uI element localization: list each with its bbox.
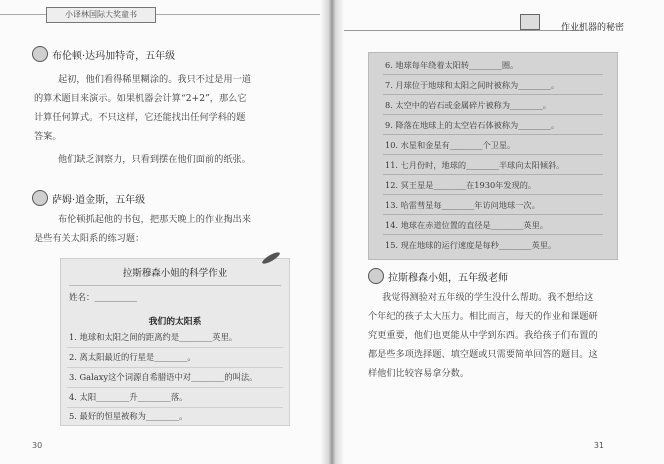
divider	[383, 94, 603, 95]
question: 10. 水星和金星有________个卫星。	[385, 140, 516, 150]
speaker-heading	[368, 268, 508, 284]
series-title: 小译林国际大奖童书	[46, 7, 156, 23]
header-rule	[334, 30, 584, 31]
speaker-heading	[32, 190, 145, 206]
question: 2. 离太阳最近的行星是________。	[69, 352, 196, 362]
divider	[383, 234, 603, 235]
avatar-icon	[32, 46, 48, 62]
question: 3. Galaxy这个词源自希腊语中对________的叫法。	[69, 372, 258, 382]
worksheet-subtitle: 我们的太阳系	[148, 317, 202, 327]
text-line: 我觉得测验对五年级的学生没什么帮助。我不想给这	[382, 292, 594, 303]
speaker-name: 萨姆·道金斯，五年级	[52, 194, 146, 206]
divider	[383, 174, 603, 175]
divider	[383, 194, 603, 195]
text-line: 都是些多项选择题、填空题或只需要简单回答的题目。这	[368, 349, 598, 360]
text-line: 布伦顿抓起他的书包，把那天晚上的作业掏出来	[58, 214, 251, 225]
question: 1. 地球和太阳之间的距离约是________英里。	[69, 332, 238, 342]
question: 6. 地球每年绕着太阳转________圈。	[385, 60, 519, 70]
right-page	[334, 0, 664, 464]
speaker-heading	[32, 46, 175, 62]
question: 4. 太阳________升________落。	[69, 392, 188, 402]
text-line: 答案。	[34, 131, 62, 142]
speaker-name: 拉斯穆森小姐，五年级老师	[388, 272, 508, 284]
question: 15. 现在地球的运行速度是每秒________英里。	[385, 240, 557, 250]
text-line: 他们缺乏洞察力，只看到摆在他们面前的纸张。	[58, 154, 251, 165]
paragraph	[58, 70, 251, 89]
paragraph	[58, 150, 251, 169]
avatar-icon	[368, 268, 384, 284]
book-gutter	[320, 0, 344, 464]
question: 8. 太空中的岩石或金属碎片被称为________。	[385, 100, 551, 110]
divider	[67, 347, 283, 348]
quill-icon	[261, 250, 281, 265]
text-line: 个年纪的孩子太大压力。相比而言，每天的作业和课题研	[368, 311, 598, 322]
divider	[67, 407, 283, 408]
question: 12. 冥王星是________在1930年发现的。	[385, 180, 537, 190]
page-number: 31	[593, 441, 604, 450]
left-page	[0, 0, 330, 464]
question: 9. 降落在地球上的太空岩石体被称为________。	[385, 120, 560, 130]
chapter-title: 作业机器的秘密	[560, 23, 624, 33]
divider	[67, 387, 283, 388]
paragraph	[34, 229, 144, 248]
question: 5. 最好的恒星被称为________。	[69, 411, 188, 421]
page-number: 30	[32, 441, 43, 450]
text-line: 样他们比较容易拿分数。	[368, 368, 470, 379]
paragraph	[368, 307, 598, 383]
divider	[67, 367, 283, 368]
computer-icon	[520, 14, 540, 30]
name-field: 姓名：__________	[69, 293, 138, 303]
divider	[383, 74, 603, 75]
paragraph	[58, 210, 251, 229]
text-line: 计算任何算式。不只这样，它还能找出任何学科的题	[34, 112, 246, 123]
text-line: 是些有关太阳系的练习题：	[34, 233, 145, 244]
divider	[383, 134, 603, 135]
question: 11. 七月份时，地球的________半球向太阳倾斜。	[385, 160, 565, 170]
text-line: 起初，他们看得稀里糊涂的。我只不过是用一道	[58, 74, 251, 85]
paragraph	[34, 89, 247, 146]
question: 14. 地球在赤道位置的直径是________英里。	[385, 220, 548, 230]
question: 13. 哈雷彗星每________年访问地球一次。	[385, 200, 540, 210]
text-line: 的算术题目来演示。如果机器会计算“2+2”，那么它	[34, 93, 247, 104]
question: 7. 月球位于地球和太阳之间时被称为________。	[385, 80, 560, 90]
worksheet-continued	[368, 52, 618, 260]
divider	[383, 154, 603, 155]
divider	[383, 114, 603, 115]
divider	[383, 214, 603, 215]
text-line: 究更重要，他们也更能从中学到东西。我给孩子们布置的	[368, 330, 598, 341]
worksheet-title: 拉斯穆森小姐的科学作业	[122, 268, 228, 279]
worksheet	[60, 258, 290, 426]
paragraph	[382, 288, 593, 307]
divider	[69, 285, 281, 286]
speaker-name: 布伦顿·达玛加特奇，五年级	[52, 50, 176, 62]
avatar-icon	[32, 190, 48, 206]
